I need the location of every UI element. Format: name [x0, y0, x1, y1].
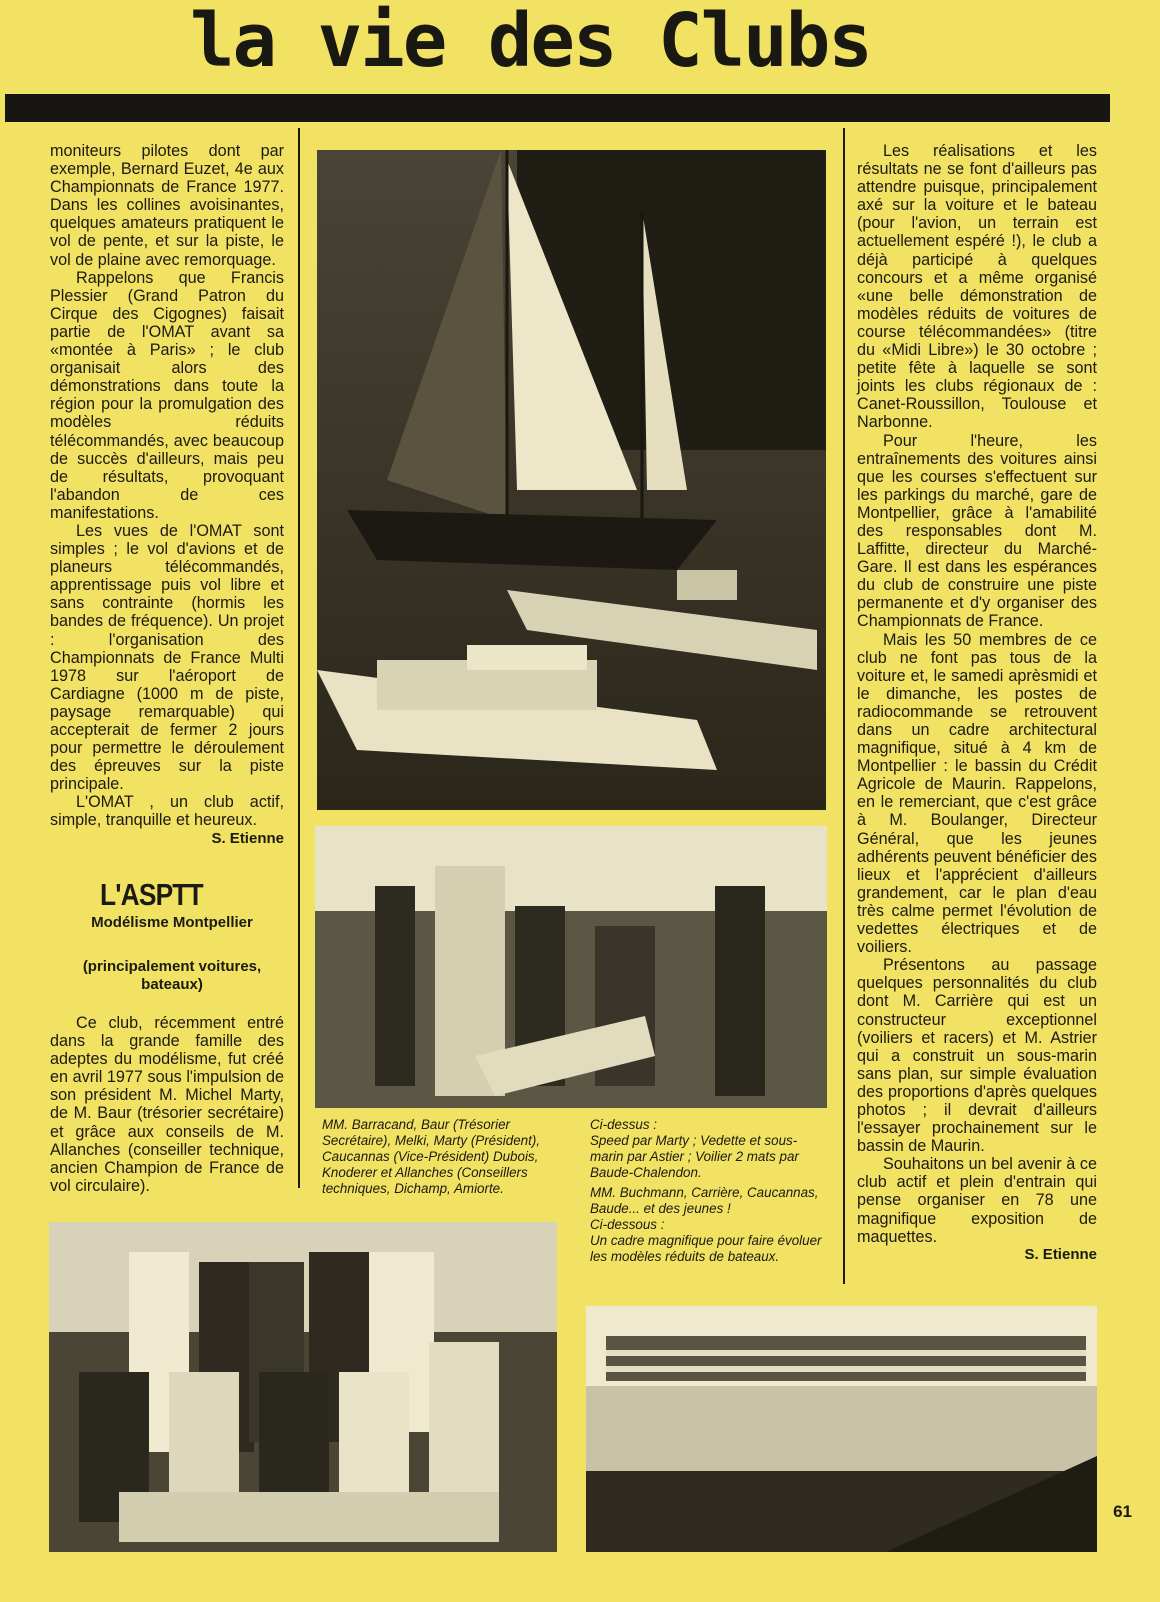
- club-members-photo: [49, 1222, 557, 1552]
- signature: S. Etienne: [211, 829, 284, 847]
- caption-text-above-2: MM. Buchmann, Carrière, Caucannas, Baude... et des jeunes !: [590, 1185, 819, 1216]
- pond-gathering-photo: [315, 826, 827, 1108]
- boats-photo: [317, 150, 826, 810]
- caption-text-above: Speed par Marty ; Vedette et sous-marin par Astier ; Voilier 2 mats par Baude-Chalendon.: [590, 1133, 799, 1180]
- club-members-illustration: [49, 1222, 557, 1552]
- caption-label-below: Ci-dessous :: [590, 1217, 665, 1232]
- paragraph: Rappelons que Francis Plessier (Grand Patron du Cirque des Cigognes) faisait partie de l'OMAT avant sa «montée à Paris» ; le club organisait alors des démonstrations dans toute la région pour la promulgation des modèles réduits télécommandés, avec beaucoup de succès d'ailleurs, mais peu de résultats, provoquant l'abandon de ces manifestations.: [50, 268, 284, 522]
- building-lake-photo: [586, 1306, 1097, 1552]
- left-column: [50, 142, 284, 848]
- section-title: L'ASPTT: [100, 877, 203, 912]
- paragraph: Ce club, récemment entré dans la grande famille des adeptes du modélisme, fut créé en avril 1977 sous l'impulsion de son président M. Michel Marty, de M. Baur (trésorier secrétaire) et grâce aux conseils de M. Allanches (conseiller technique, ancien Champion de France de vol circulaire).: [50, 1014, 284, 1195]
- paragraph: Les vues de l'OMAT sont simples ; le vol d'avions et de planeurs télécommandés, apprentissage puis vol libre et sans contrainte (hormis les bandes de fréquence). Un projet : l'organisation des Championnats de France Multi 1978 sur l'aéroport de Cardiagne (1000 m de piste, paysage remarquable) qui accepterait de fermer 2 jours pour permettre le déroulement des épreuves sur la piste principale.: [50, 521, 284, 794]
- pond-gathering-illustration: [315, 826, 827, 1108]
- title-bar: [5, 94, 1110, 122]
- caption-label-above: Ci-dessus :: [590, 1117, 657, 1132]
- group-caption: MM. Barracand, Baur (Trésorier Secrétaire), Melki, Marty (Président), Caucannas (Vice-Président) Dubois, Knoderer et Allanches (Conseillers techniques, Dichamp, Amiorte.: [322, 1117, 541, 1196]
- paragraph: L'OMAT , un club actif, simple, tranquille et heureux.: [50, 793, 284, 830]
- paragraph: Mais les 50 membres de ce club ne font pas tous de la voiture et, le samedi aprèsmidi et le dimanche, les postes de radiocommande se retrouvent dans un cadre architectural magnifique, situé à 4 km de Montpellier : le bassin du Crédit Agricole de Maurin. Rappelons, en le remerciant, que c'est grâce à M. Boulanger, Directeur Général, que les jeunes adhérents peuvent bénéficier des lieux et l'apprécient d'ailleurs grandement, car le plan d'eau très calme permet l'évolution de vedettes électriques et de voiliers.: [857, 630, 1097, 957]
- building-lake-illustration: [586, 1306, 1097, 1552]
- section-subtitle: Modélisme Montpellier: [91, 914, 253, 931]
- section-note: (principalement voitures, bateaux): [82, 958, 262, 993]
- paragraph: Les réalisations et les résultats ne se font d'ailleurs pas attendre puisque, principalement axé sur la voiture et le bateau (pour l'avion, un terrain est actuellement espéré !), le club a déjà participé à quelques concours et a même organisé «une belle démonstration de modèles réduits de voitures de course télécommandées» (titre du «Midi Libre») le 30 octobre ; petite fête à laquelle se sont joints les clubs régionaux de : Canet-Roussillon, Toulouse et Narbonne.: [857, 142, 1097, 432]
- paragraph: Pour l'heure, les entraînements des voitures ainsi que les courses s'effectuent sur les parkings du marché, gare de Montpellier, grâce à l'amabilité des responsables dont M. Laffitte, directeur du Marché-Gare. Il est dans les espérances du club de construire une piste permanente et d'y organiser des Championnats de France.: [857, 431, 1097, 631]
- caption-text-below: Un cadre magnifique pour faire évoluer les modèles réduits de bateaux.: [590, 1233, 822, 1264]
- asptt-column: [50, 1014, 284, 1195]
- caption-block: [590, 1117, 830, 1265]
- column-divider-right: [843, 128, 845, 1284]
- paragraph: moniteurs pilotes dont par exemple, Bernard Euzet, 4e aux Championnats de France 1977. Dans les collines avoisinantes, quelques amateurs pratiquent le vol de pente, et sur la piste, le vol de plaine avec remorquage.: [50, 142, 284, 269]
- boats-illustration: [317, 150, 826, 810]
- page-title: la vie des Clubs: [190, 0, 871, 84]
- column-divider-left: [298, 128, 300, 1188]
- page-number: 61: [1113, 1502, 1132, 1521]
- paragraph: Présentons au passage quelques personnalités du club dont M. Carrière qui est un constructeur exceptionnel (voiliers et racers) et M. Astrier qui a construit un sous-marin sans plan, sur simple évaluation des proportions d'après quelques photos ; il devrait d'ailleurs l'essayer prochainement sur le bassin de Maurin.: [857, 956, 1097, 1156]
- paragraph: Souhaitons un bel avenir à ce club actif et plein d'entrain qui pense organiser en 78 une magnifique exposition de maquettes.: [857, 1155, 1097, 1246]
- signature: S. Etienne: [1024, 1245, 1097, 1263]
- right-column: [857, 142, 1097, 1264]
